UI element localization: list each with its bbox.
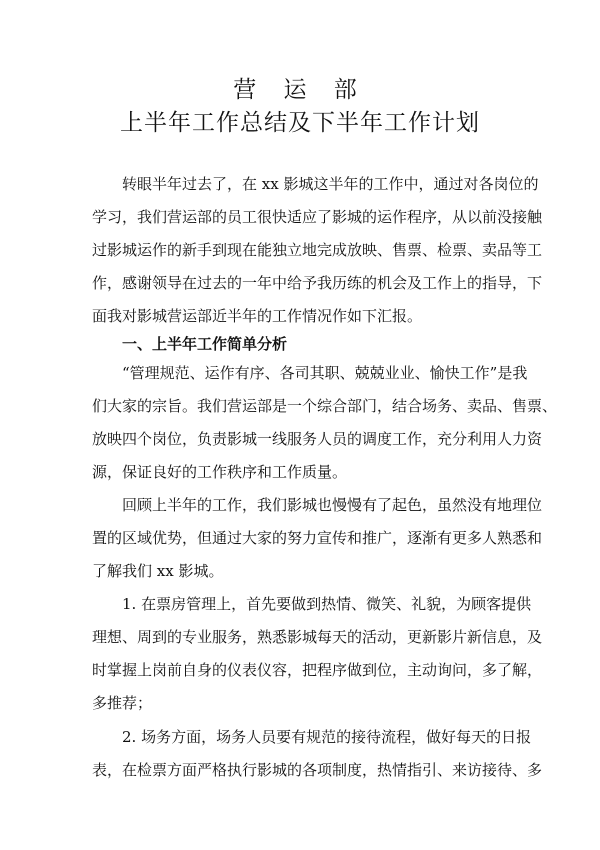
- paragraph-line: 回顾上半年的工作，我们影城也慢慢有了起色，虽然没有地理位: [122, 496, 543, 514]
- paragraph-line: 表，在检票方面严格执行影城的各项制度，热情指引、来访接待、多: [92, 761, 543, 779]
- paragraph-line: 过影城运作的新手到现在能独立地完成放映、售票、检票、卖品等工: [92, 241, 543, 259]
- paragraph-line: 1. 在票房管理上，首先要做到热情、微笑、礼貌，为顾客提供: [122, 595, 532, 613]
- paragraph-line: 了解我们 xx 影城。: [92, 562, 224, 580]
- paragraph-line: “管理规范、运作有序、各司其职、兢兢业业、愉快工作”是我: [122, 364, 528, 382]
- document-title: 上半年工作总结及下半年工作计划: [120, 110, 480, 136]
- paragraph-line: 理想、周到的专业服务，熟悉影城每天的活动，更新影片新信息，及: [92, 628, 543, 646]
- section-heading: 一、上半年工作简单分析: [122, 335, 288, 353]
- paragraph-line: 源，保证良好的工作秩序和工作质量。: [92, 463, 348, 481]
- paragraph-line: 2. 场务方面，场务人员要有规范的接待流程，做好每天的日报: [122, 728, 532, 746]
- paragraph-line: 面我对影城营运部近半年的工作情况作如下汇报。: [92, 307, 423, 325]
- department-title: 营 运 部: [233, 77, 367, 103]
- paragraph-line: 作，感谢领导在过去的一年中给予我历练的机会及工作上的指导，下: [92, 274, 543, 292]
- paragraph-line: 置的区域优势，但通过大家的努力宣传和推广，逐渐有更多人熟悉和: [92, 529, 543, 547]
- paragraph-line: 们大家的宗旨。我们营运部是一个综合部门，结合场务、卖品、售票、: [92, 397, 558, 415]
- paragraph-line: 时掌握上岗前自身的仪表仪容，把程序做到位，主动询问，多了解，: [92, 661, 543, 679]
- paragraph-line: 转眼半年过去了，在 xx 影城这半年的工作中，通过对各岗位的: [122, 175, 539, 193]
- paragraph-line: 多推荐；: [92, 694, 153, 712]
- paragraph-line: 放映四个岗位，负责影城一线服务人员的调度工作，充分利用人力资: [92, 430, 543, 448]
- paragraph-line: 学习，我们营运部的员工很快适应了影城的运作程序，从以前没接触: [92, 208, 543, 226]
